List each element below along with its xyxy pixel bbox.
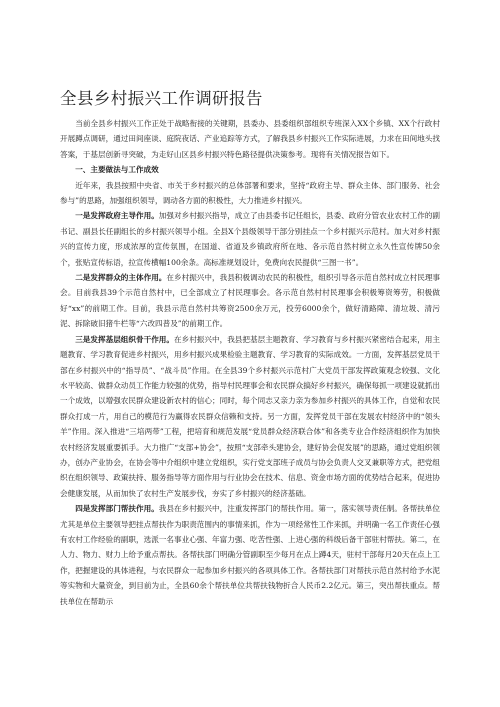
point-two-paragraph bbox=[60, 270, 440, 332]
point-four-lead: 四是发挥部门帮扶作用。 bbox=[75, 504, 159, 514]
point-four-text: 我县在乡村振兴中，注重发挥部门的帮扶作用。第一，落实领导责任制。各帮扶单位尤其是单位主要领导把挂点帮扶作为职责范围内的事情来抓，作为一项经常性工作来抓，并明确一名工作责任心强有农村工作经验的副职，选派一名事业心强、年富力强、吃苦性强、上进心强的科级后备干部驻村帮扶。第二，在人力、物力、财力上给予重点帮扶。各帮扶部门明确分管副职至少每月在点上蹲4天，驻村干部每月20天在点上工作，把握建设的具体进程，与农民群众一起参加乡村振兴的各项具体工作。各帮扶部门对帮扶示范自然村给予水泥等实物和大量资金，到目前为止，全县60余个帮扶单位共帮扶钱物折合人民币2.2亿元。第三，突出帮扶重点。帮扶单位在帮助示 bbox=[60, 504, 441, 606]
point-three-paragraph bbox=[60, 332, 440, 501]
point-one-text: 加强对乡村振兴指导，成立了由县委书记任组长，县委、政府分管农业农村工作的副书记、副县长任副组长的乡村振兴领导小组。全县X个县级领导干部分别挂点一个乡村振兴示范村。加大对乡村振兴的宣传力度，形成浓厚的宣传氛围，在国道、省道及乡镇政府所在地、各示范自然村树立永久性宣传牌50余个，张贴宣传标语，拉宣传横幅100余条。高标准规划设计，免费向农民提供“三图一书”。 bbox=[60, 211, 441, 267]
point-three-text: 在乡村振兴中，我县把基层主题教育、学习教育与乡村振兴紧密结合起来，用主题教育、学习教育促进乡村振兴，用乡村振兴成果检验主题教育、学习教育的实际成效。一方面，发挥基层党员干部在乡村振兴中的“指导员”、“战斗员”作用。在全县39个乡村振兴示范村广大党员干部发挥政策观念较强、文化水平较高、做群众动员工作能力较强的优势，指导村民理事会和农民群众搞好乡村振兴，确保每抓一项建设就抓出一个成效，以增强农民群众建设新农村的信心；同时，每个同志又亲力亲为参加乡村振兴的具体工作，自觉和农民群众打成一片，用自己的模范行为赢得农民群众信赖和支持。另一方面，发挥党员干部在发展农村经济中的“领头羊”作用。深入推进“三培两带”工程，把培育和规范发展“党员群众经济联合体”和各类专业合作经济组织作为加快农村经济发展重要抓手。大力推广“支部+协会”，按照“支部牵头建协会，建好协会促发展”的思路，通过党组织领办，创办产业协会，在协会等中介组织中建立党组织，实行党支部班子成员与协会负责人交叉兼职等方式，把党组织在组织领导、政策扶持、服务指导等方面作用与行业协会在技术、信息、资金市场方面的优势结合起来，促进协会健康发展，从而加快了农村生产发展步伐，夯实了乡村振兴的经济基础。 bbox=[60, 334, 441, 498]
intro-paragraph: 当前全县乡村振兴工作正处于战略衔接的关键期，县委办、县委组织部组织专班深入XX个乡镇、XX个行政村开展蹲点调研，通过田间座谈、庭院夜话、产业追踪等方式，了解我县乡村振兴工作实际进展，力求在田间地头找答案，于基层创新寻突破，为走好山区县乡村振兴特色路径提供决策参考。现将有关情况报告如下。 bbox=[60, 119, 440, 159]
point-three-lead: 三是发挥基层组织骨干作用。 bbox=[75, 334, 174, 344]
report-title: 全县乡村振兴工作调研报告 bbox=[60, 89, 263, 108]
point-one-paragraph bbox=[60, 208, 440, 270]
point-two-text: 在乡村振兴中，我县积极调动农民的积极性，组织引导各示范自然村成立村民理事会。目前我县39个示范自然村中，已全部成立了村民理事会。各示范自然村村民理事会积极筹资筹劳，积极做好“xx”的前期工作。目前，我县示范自然村共筹资2500余万元，投劳6000余个，做好清路障、清垃圾、清污泥、拆除破旧猪牛栏等“六改四普及”的前期工作。 bbox=[60, 273, 441, 329]
section-intro-paragraph: 近年来，我县按照中央省、市关于乡村振兴的总体部署和要求，坚持“政府主导、群众主体、部门服务、社会参与”的思路，加强组织领导，调动各方面的积极性，大力推进乡村振兴。 bbox=[60, 180, 440, 206]
point-one-lead: 一是发挥政府主导作用。 bbox=[75, 211, 159, 221]
section-heading: 一、主要做法与工作成效 bbox=[75, 165, 159, 175]
point-four-paragraph bbox=[60, 501, 440, 609]
report-body bbox=[60, 116, 440, 609]
point-two-lead: 二是发挥群众的主体作用。 bbox=[75, 273, 167, 283]
